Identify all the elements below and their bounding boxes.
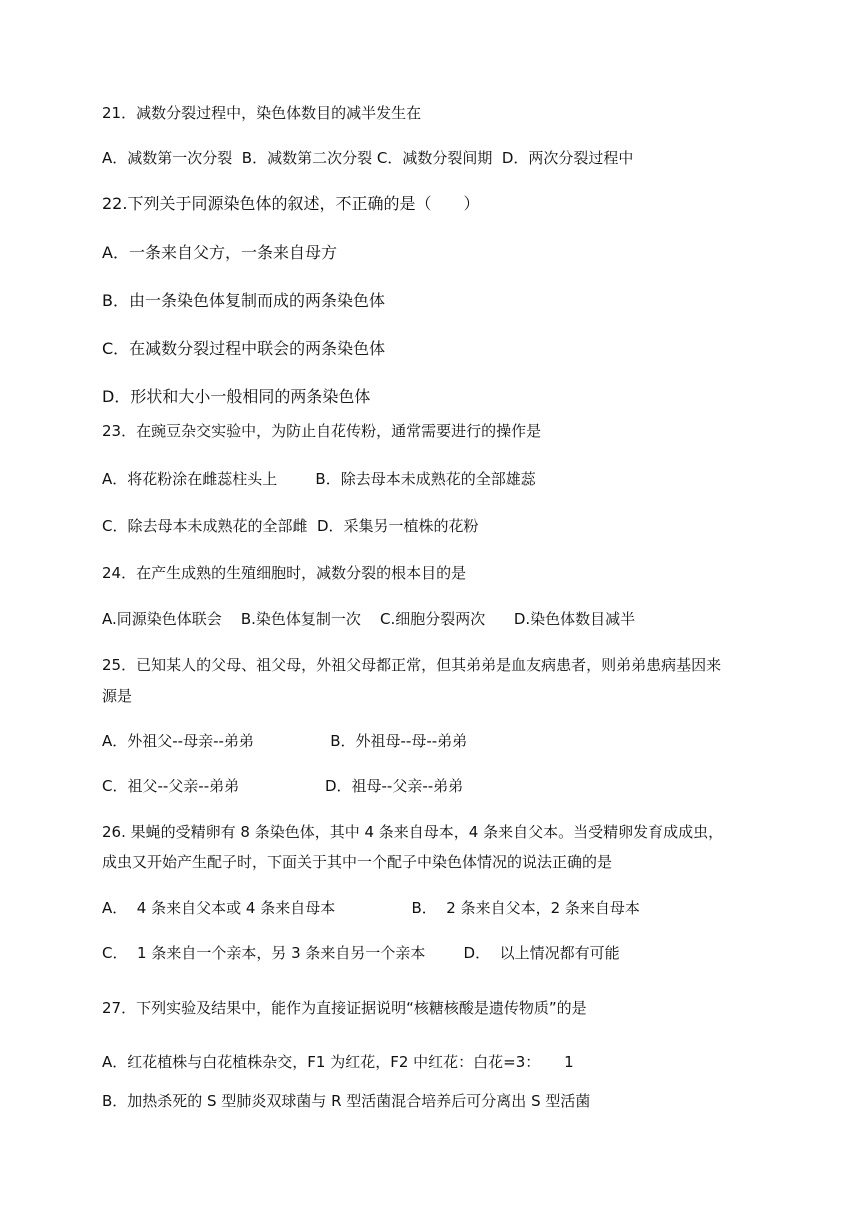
question-24-stem: 24．在产生成熟的生殖细胞时，减数分裂的根本目的是	[102, 564, 467, 582]
question-25-stem-line-2: 源是	[102, 687, 133, 705]
question-25-options-row-1: A．外祖父--母亲--弟弟 B．外祖母--母--弟弟	[102, 732, 468, 750]
question-22-option-c: C．在减数分裂过程中联会的两条染色体	[102, 339, 386, 358]
question-26-options-row-1: A． 4 条来自父本或 4 条来自母本 B． 2 条来自父本，2 条来自母本	[102, 899, 640, 917]
question-23-options-row-2: C．除去母本未成熟花的全部雌 D．采集另一植株的花粉	[102, 517, 479, 535]
question-26-options-row-2: C． 1 条来自一个亲本，另 3 条来自另一个亲本 D． 以上情况都有可能	[102, 944, 620, 962]
question-22-option-d: D．形状和大小一般相同的两条染色体	[102, 387, 371, 406]
question-27-option-a: A．红花植株与白花植株杂交，F1 为红花，F2 中红花：白花=3： 1	[102, 1053, 574, 1071]
question-21-stem: 21．减数分裂过程中，染色体数目的减半发生在	[102, 104, 422, 122]
question-27-stem: 27．下列实验及结果中，能作为直接证据说明“核糖核酸是遗传物质”的是	[102, 999, 587, 1017]
question-23-options-row-1: A．将花粉涂在雌蕊柱头上 B．除去母本未成熟花的全部雄蕊	[102, 470, 536, 488]
question-23-stem: 23．在豌豆杂交实验中，为防止自花传粉，通常需要进行的操作是	[102, 422, 542, 440]
question-27-option-b: B．加热杀死的 S 型肺炎双球菌与 R 型活菌混合培养后可分离出 S 型活菌	[102, 1092, 591, 1110]
question-25-options-row-2: C．祖父--父亲--弟弟 D．祖母--父亲--弟弟	[102, 777, 464, 795]
question-21-options: A．减数第一次分裂 B．减数第二次分裂 C．减数分裂间期 D．两次分裂过程中	[102, 149, 634, 167]
question-25-stem-line-1: 25．已知某人的父母、祖父母，外祖父母都正常，但其弟弟是血友病患者，则弟弟患病基因来	[102, 656, 722, 674]
question-26-stem-line-2: 成虫又开始产生配子时，下面关于其中一个配子中染色体情况的说法正确的是	[102, 853, 613, 871]
question-24-options: A.同源染色体联会 B.染色体复制一次 C.细胞分裂两次 D.染色体数目减半	[102, 610, 636, 628]
question-26-stem-line-1: 26. 果蝇的受精卵有 8 条染色体，其中 4 条来自母本，4 条来自父本。当受精卵发育成成虫，	[102, 823, 724, 841]
question-22-option-b: B．由一条染色体复制而成的两条染色体	[102, 291, 385, 310]
question-22-option-a: A．一条来自父方，一条来自母方	[102, 243, 337, 262]
question-22-stem: 22.下列关于同源染色体的叙述，不正确的是（ ）	[102, 194, 480, 213]
